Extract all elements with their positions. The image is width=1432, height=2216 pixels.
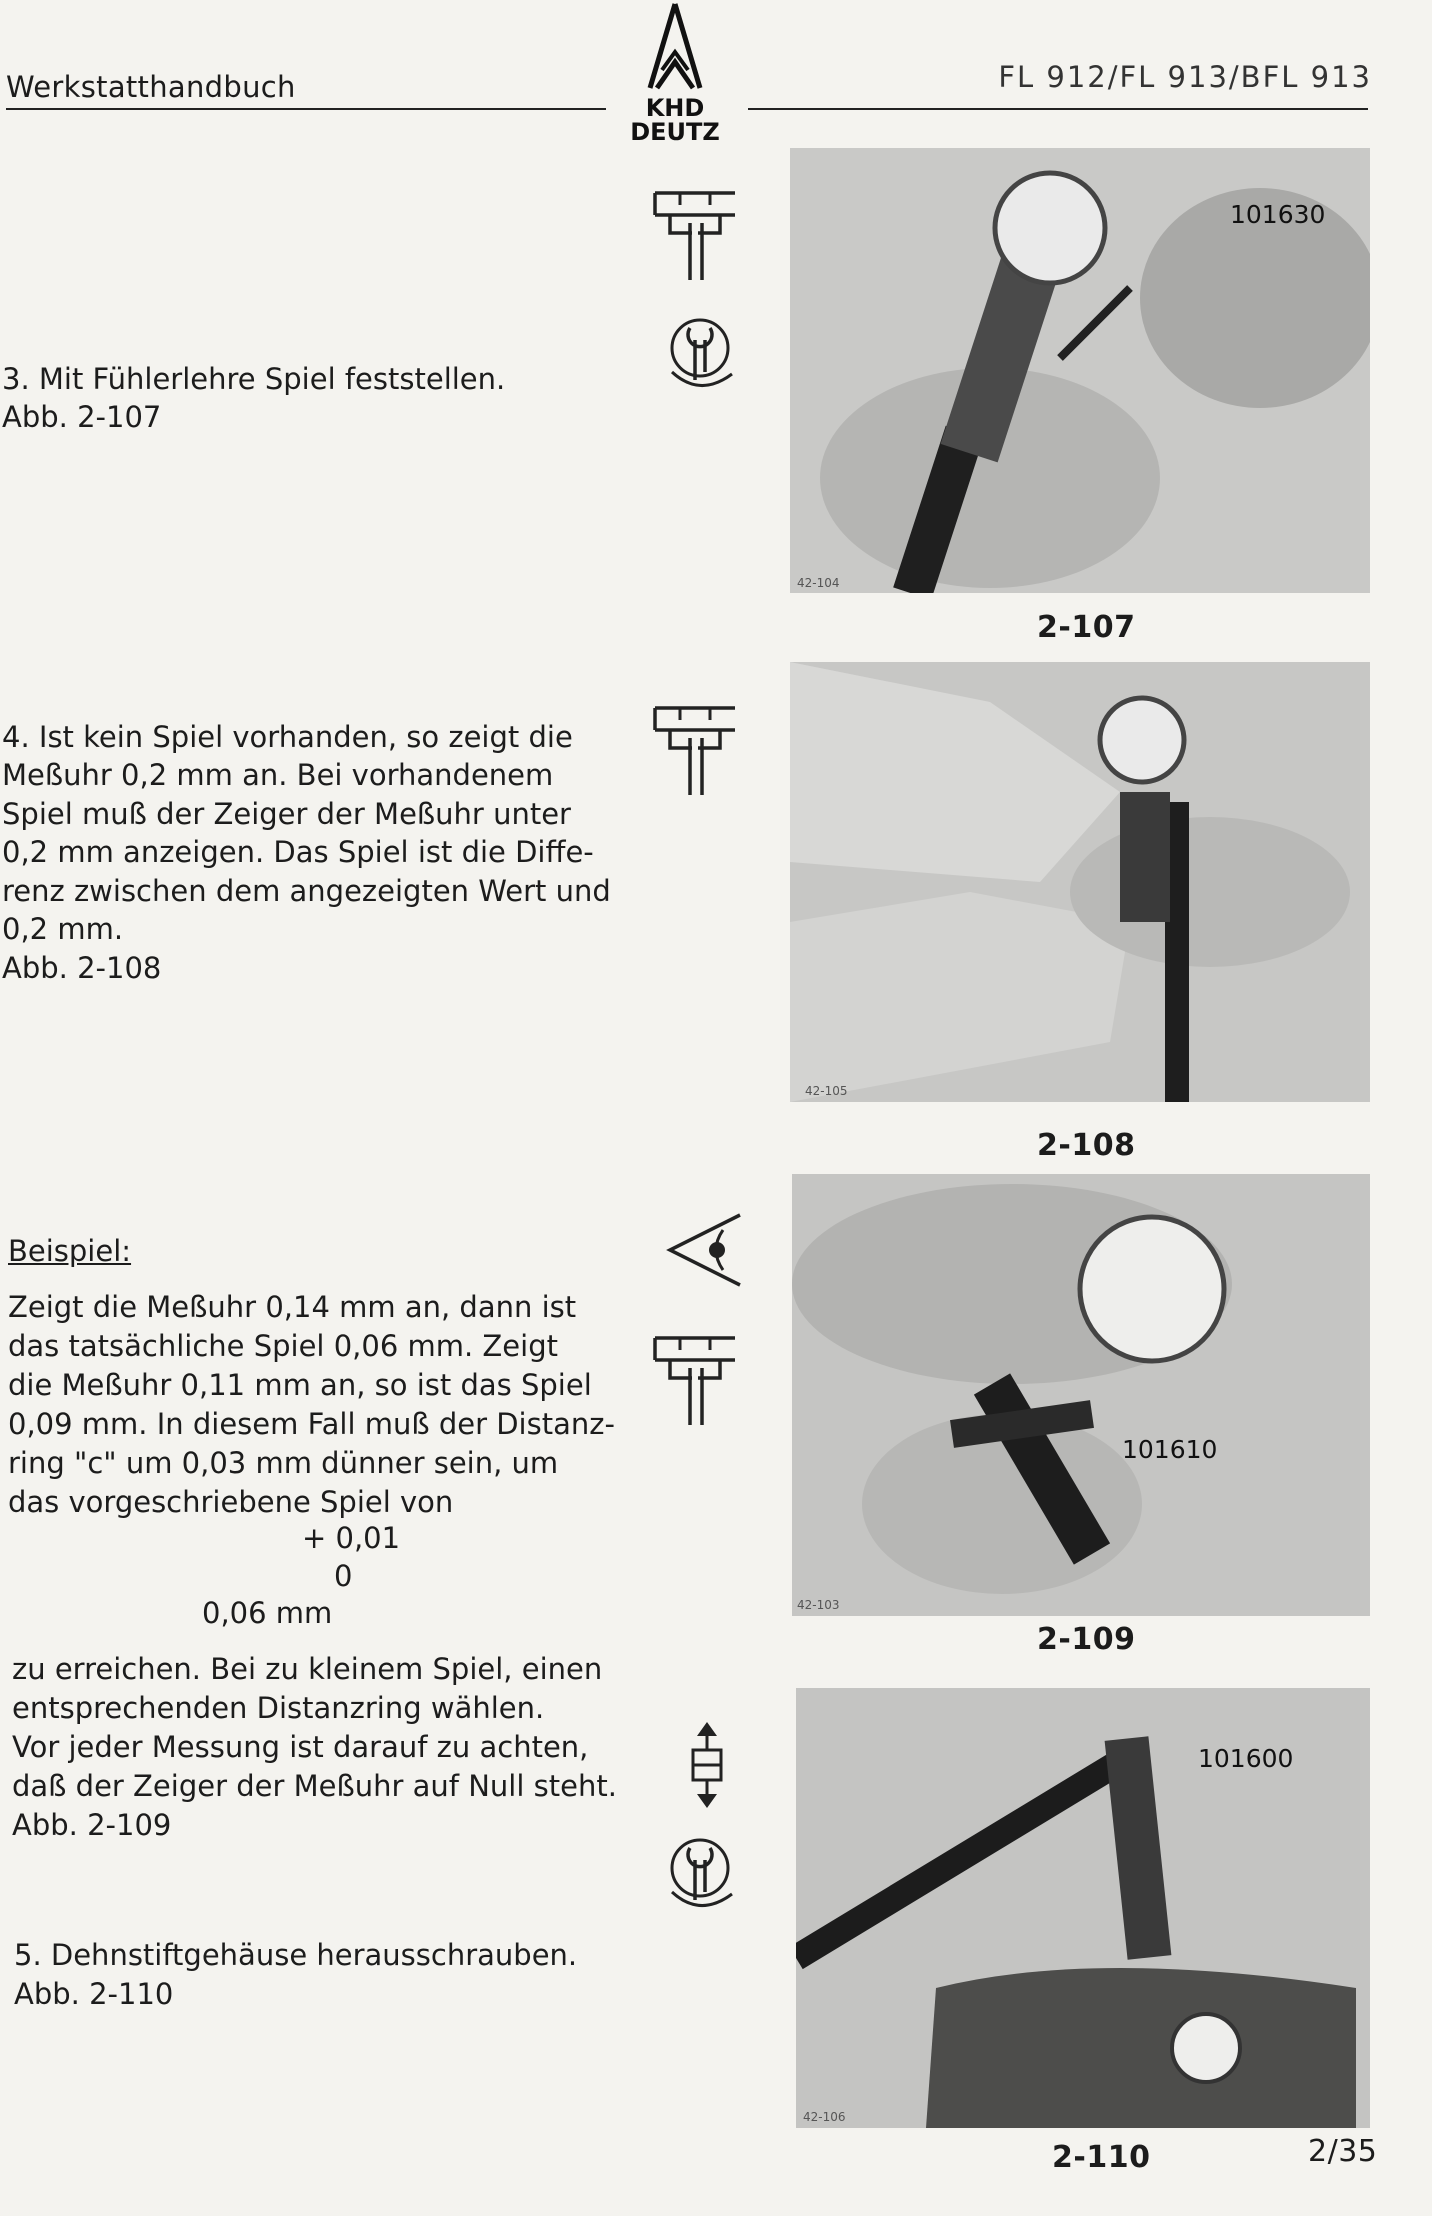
wrench-icon [660,1830,740,1910]
adjust-arrows-icon [687,1720,727,1810]
example-figref: Abb. 2-109 [12,1808,172,1842]
figure-caption: 2-108 [1037,1128,1136,1163]
manual-title: Werkstatthandbuch [6,70,296,104]
figure-photo [790,662,1370,1102]
header-rule-right [748,108,1368,110]
step5-figref: Abb. 2-110 [14,1977,174,2011]
example-line: daß der Zeiger der Meßuhr auf Null steht. [12,1769,617,1803]
example-line: entsprechenden Distanzring wählen. [12,1691,545,1725]
logo-khd-text: KHD [645,94,705,122]
model-title: FL 912/FL 913/BFL 913 [998,60,1372,94]
step4-line: renz zwischen dem angezeigten Wert und [2,874,611,908]
example-heading: Beispiel: [8,1234,132,1268]
figure-code: 42-106 [803,2110,846,2124]
caliper-icon [650,185,740,280]
caliper-icon [650,700,740,795]
wrench-icon [660,310,740,390]
example-line: das vorgeschriebene Spiel von [8,1485,454,1519]
tolerance-upper: + 0,01 [302,1521,401,1555]
figure-caption: 2-110 [1052,2140,1151,2175]
part-number-label: 101630 [1230,200,1326,229]
logo-deutz-text: DEUTZ [630,118,720,146]
figure-code: 42-103 [797,1598,840,1612]
step3-line: 3. Mit Fühlerlehre Spiel feststellen. [2,362,506,396]
step4-line: 0,2 mm. [2,912,124,946]
step3-figref: Abb. 2-107 [2,400,162,434]
example-line: das tatsächliche Spiel 0,06 mm. Zeigt [8,1329,558,1363]
eye-icon [665,1210,745,1290]
part-number-label: 101600 [1198,1744,1294,1773]
part-number-label: 101610 [1122,1435,1218,1464]
step5-line: 5. Dehnstiftgehäuse herausschrauben. [14,1938,578,1972]
example-line: ring "c" um 0,03 mm dünner sein, um [8,1446,559,1480]
figure-code: 42-105 [805,1084,848,1098]
example-line: Vor jeder Messung ist darauf zu achten, [12,1730,589,1764]
tolerance-value: 0,06 mm [202,1596,333,1630]
example-line: zu erreichen. Bei zu kleinem Spiel, einen [12,1652,603,1686]
khd-deutz-logo [610,0,740,150]
figure-photo [792,1174,1370,1616]
step4-line: Meßuhr 0,2 mm an. Bei vorhandenem [2,758,554,792]
step4-figref: Abb. 2-108 [2,951,162,985]
step4-line: 0,2 mm anzeigen. Das Spiel ist die Diffe- [2,835,594,869]
step4-line: 4. Ist kein Spiel vorhanden, so zeigt die [2,720,573,754]
page-number: 2/35 [1308,2134,1378,2169]
tolerance-lower: 0 [334,1559,353,1593]
header-rule-left [6,108,606,110]
caliper-icon [650,1330,740,1425]
figure-caption: 2-107 [1037,610,1136,645]
example-line: die Meßuhr 0,11 mm an, so ist das Spiel [8,1368,592,1402]
example-line: Zeigt die Meßuhr 0,14 mm an, dann ist [8,1290,577,1324]
step4-line: Spiel muß der Zeiger der Meßuhr unter [2,797,571,831]
figure-caption: 2-109 [1037,1622,1136,1657]
figure-code: 42-104 [797,576,840,590]
example-line: 0,09 mm. In diesem Fall muß der Distanz- [8,1407,615,1441]
